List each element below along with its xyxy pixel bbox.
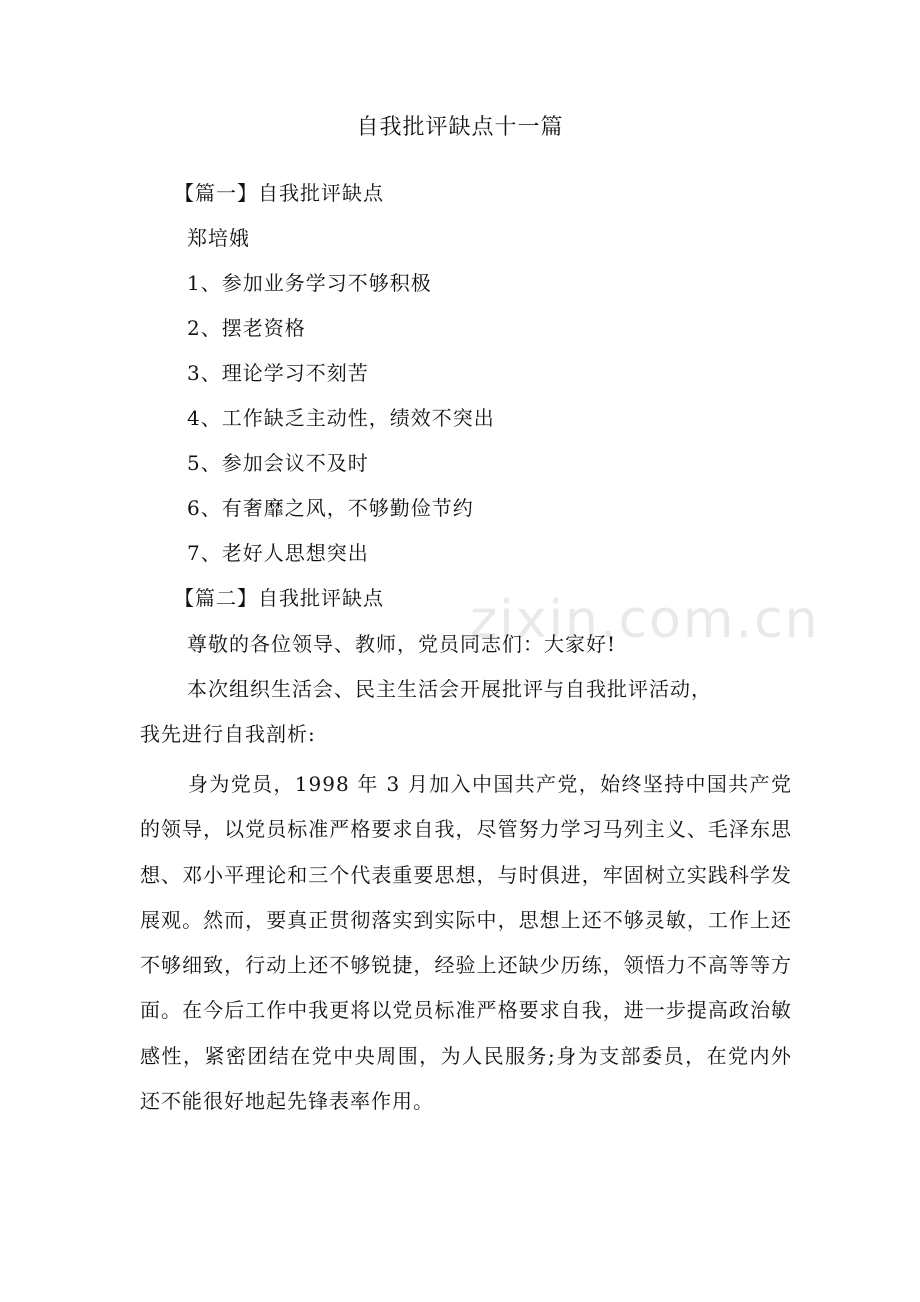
section2-intro-line2: 我先进行自我剖析: (140, 722, 316, 746)
section1-author: 郑培娥 (187, 226, 250, 250)
document-title: 自我批评缺点十一篇 (356, 115, 564, 140)
list-item: 2、摆老资格 (187, 316, 306, 340)
section1-heading: 【篇一】自我批评缺点 (174, 181, 384, 205)
section2-intro-line1: 本次组织生活会、民主生活会开展批评与自我批评活动， (187, 677, 712, 701)
list-item: 6、有奢靡之风，不够勤俭节约 (187, 496, 474, 520)
watermark: zixin.com.cn (470, 590, 820, 650)
list-item: 4、工作缺乏主动性，绩效不突出 (187, 406, 495, 430)
section2-heading: 【篇二】自我批评缺点 (174, 586, 384, 610)
list-item: 1、参加业务学习不够积极 (187, 271, 432, 295)
list-item: 5、参加会议不及时 (187, 451, 369, 475)
list-item: 7、老好人思想突出 (187, 541, 369, 565)
list-item: 3、理论学习不刻苦 (187, 361, 369, 385)
section2-paragraph: 身为党员，1998 年 3 月加入中国共产党，始终坚持中国共产党的领导，以党员标准严格要求自我，尽管努力学习马列主义、毛泽东思想、邓小平理论和三个代表重要思想，与时俱进，牢固树立实践科学发展观。然而，要真正贯彻落实到实际中，思想上还不够灵敏，工作上还不够细致，行动上还不够锐捷，经验上还缺少历练，领悟力不高等等方面。在今后工作中我更将以党员标准严格要求自我，进一步提高政治敏感性，紧密团结在党中央周围，为人民服务;身为支部委员，在党内外还不能很好地起先锋表率作用。 (140, 772, 792, 1114)
section2-greeting: 尊敬的各位领导、教师，党员同志们：大家好! (187, 632, 617, 656)
